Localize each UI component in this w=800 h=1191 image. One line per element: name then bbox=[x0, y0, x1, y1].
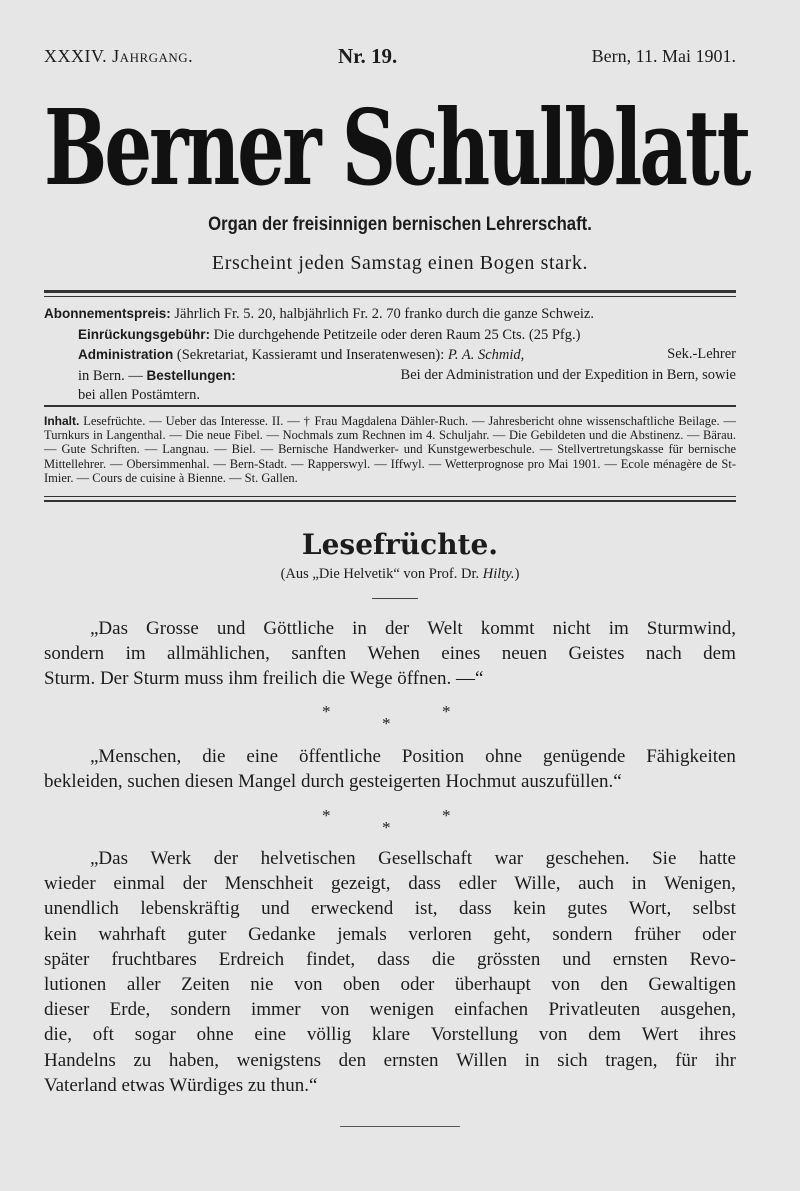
star: * bbox=[442, 806, 451, 825]
star: * bbox=[382, 818, 391, 837]
bestellungen-text-2: bei allen Postämtern. bbox=[78, 387, 201, 403]
quote-2 bbox=[44, 744, 736, 794]
article-title: Lesefrüchte. bbox=[301, 528, 499, 561]
masthead-title: Berner Schulblatt bbox=[44, 86, 749, 209]
administration-city: in Bern. — bbox=[78, 367, 143, 384]
inhalt-label: Inhalt. bbox=[44, 414, 80, 428]
quote-line: sondern im allmählichen, sanften Wehen eines neuen Geistes nach dem bbox=[44, 643, 736, 665]
bestellungen-label: Bestellungen: bbox=[146, 367, 236, 383]
separator-stars-2 bbox=[0, 806, 800, 840]
quote-line: lutionen aller Zeiten nie von oben oder überhaupt von den Gewaltigen bbox=[44, 974, 736, 996]
star: * bbox=[382, 714, 391, 733]
title-rule bbox=[372, 598, 418, 599]
divider-contents-bottom-2 bbox=[44, 500, 736, 502]
quote-line: „Das Grosse und Göttliche in der Welt kommt nicht im Sturmwind, bbox=[90, 618, 736, 639]
masthead-subtitle: Organ der freisinnigen bernischen Lehrerschaft. bbox=[208, 214, 592, 235]
quote-line: Handelns zu haben, wenigstens den ernsten Willen in sich tragen, für ihr bbox=[44, 1049, 736, 1071]
quote-line: Vaterland etwas Würdiges zu thun.“ bbox=[44, 1074, 318, 1096]
divider-contents-bottom bbox=[44, 496, 736, 497]
source-prefix: (Aus „Die Helvetik“ von Prof. Dr. bbox=[280, 566, 480, 582]
issue-date: Bern, 11. Mai 1901. bbox=[591, 46, 736, 66]
abo-text: Jährlich Fr. 5. 20, halbjährlich Fr. 2. 70 franko durch die ganze Schweiz. bbox=[174, 306, 594, 322]
quote-line: später fruchtbares Erdreich findet, dass die grössten und ernsten Revo- bbox=[44, 948, 736, 970]
issue-number: Nr. 19. bbox=[338, 44, 398, 68]
divider-thin bbox=[44, 296, 736, 297]
quote-line: wieder einmal der Menschheit gezeigt, dass edler Wille, auch in Wenigen, bbox=[44, 873, 736, 895]
quote-line: bekleiden, suchen diesen Mangel durch gesteigerten Hochmut auszufüllen.“ bbox=[44, 771, 622, 793]
quote-line: Sturm. Der Sturm muss ihm freilich die Wege öffnen. —“ bbox=[44, 668, 484, 690]
star: * bbox=[322, 702, 331, 721]
table-of-contents bbox=[44, 414, 736, 485]
quote-line: unendlich lebenskräftig und erweckend ist, dass kein gutes Wort, selbst bbox=[44, 898, 736, 920]
end-rule bbox=[340, 1126, 460, 1127]
divider-contents-top bbox=[44, 405, 736, 407]
abo-label: Abonnementspreis: bbox=[44, 306, 171, 321]
article-source bbox=[0, 566, 800, 583]
administration-text: (Sekretariat, Kassieramt und Inseratenwesen): bbox=[176, 347, 445, 363]
publication-frequency: Erscheint jeden Samstag einen Bogen stark. bbox=[211, 252, 589, 274]
separator-stars-1 bbox=[0, 702, 800, 736]
bestellungen-text: Bei der Administration und der Expedition in Bern, sowie bbox=[400, 366, 736, 383]
subscription-info bbox=[44, 304, 736, 406]
source-suffix: ) bbox=[514, 566, 520, 582]
einrueckung-text: Die durchgehende Petitzeile oder deren Raum 25 Cts. (25 Pfg.) bbox=[213, 326, 581, 343]
administration-label: Administration bbox=[78, 347, 174, 362]
divider-thick bbox=[44, 290, 736, 293]
star: * bbox=[322, 806, 331, 825]
source-author: Hilty. bbox=[482, 566, 515, 582]
einrueckung-label: Einrückungsgebühr: bbox=[78, 326, 211, 342]
quote-line: die, oft sogar ohne eine völlig klare Vorstellung von dem Wert ihres bbox=[44, 1024, 736, 1046]
administration-name: P. A. Schmid, bbox=[447, 347, 525, 363]
quote-line: kein wahrhaft guter Gedanke jemals verloren geht, sondern früher oder bbox=[44, 923, 736, 945]
inhalt-text: Lesefrüchte. — Ueber das Interesse. II. — † Frau Magdalena Dähler-Ruch. — Jahresbericht ohne wissenschaftliche Beilage. — Turnkurs in Langenthal. — Die neue Fibel. — Nochmals zum Rechnen im 4. Schuljahr. — Die Gebildeten und die Abstinenz. — Bärau. — Gute Schriften. — Langnau. — Biel. — Bernische Handwerker- und Kunstgewerbeschule. — Stellvertretungskasse für bernische Mittellehrer. — Obersimmenhal. — Bern-Stadt. — Rapperswyl. — Iffwyl. — Wetterprognose pro Mai 1901. — Ecole ménagère de St-Imier. — Cours de cuisine à Bienne. — St. Gallen. bbox=[44, 414, 736, 485]
quote-line: „Menschen, die eine öffentliche Position ohne genügende Fähigkeiten bbox=[90, 746, 736, 767]
administration-role: Sek.-Lehrer bbox=[667, 346, 736, 362]
star: * bbox=[442, 702, 451, 721]
volume-label: XXXIV. Jahrgang. bbox=[44, 46, 194, 66]
issue-header bbox=[44, 44, 736, 70]
quote-line: dieser Erde, sondern immer von wenigen einfachen Privatleuten ausgehen, bbox=[44, 999, 736, 1021]
quote-3 bbox=[44, 846, 736, 1098]
quote-1 bbox=[44, 616, 736, 692]
quote-line: „Das Werk der helvetischen Gesellschaft war geschehen. Sie hatte bbox=[90, 848, 736, 869]
